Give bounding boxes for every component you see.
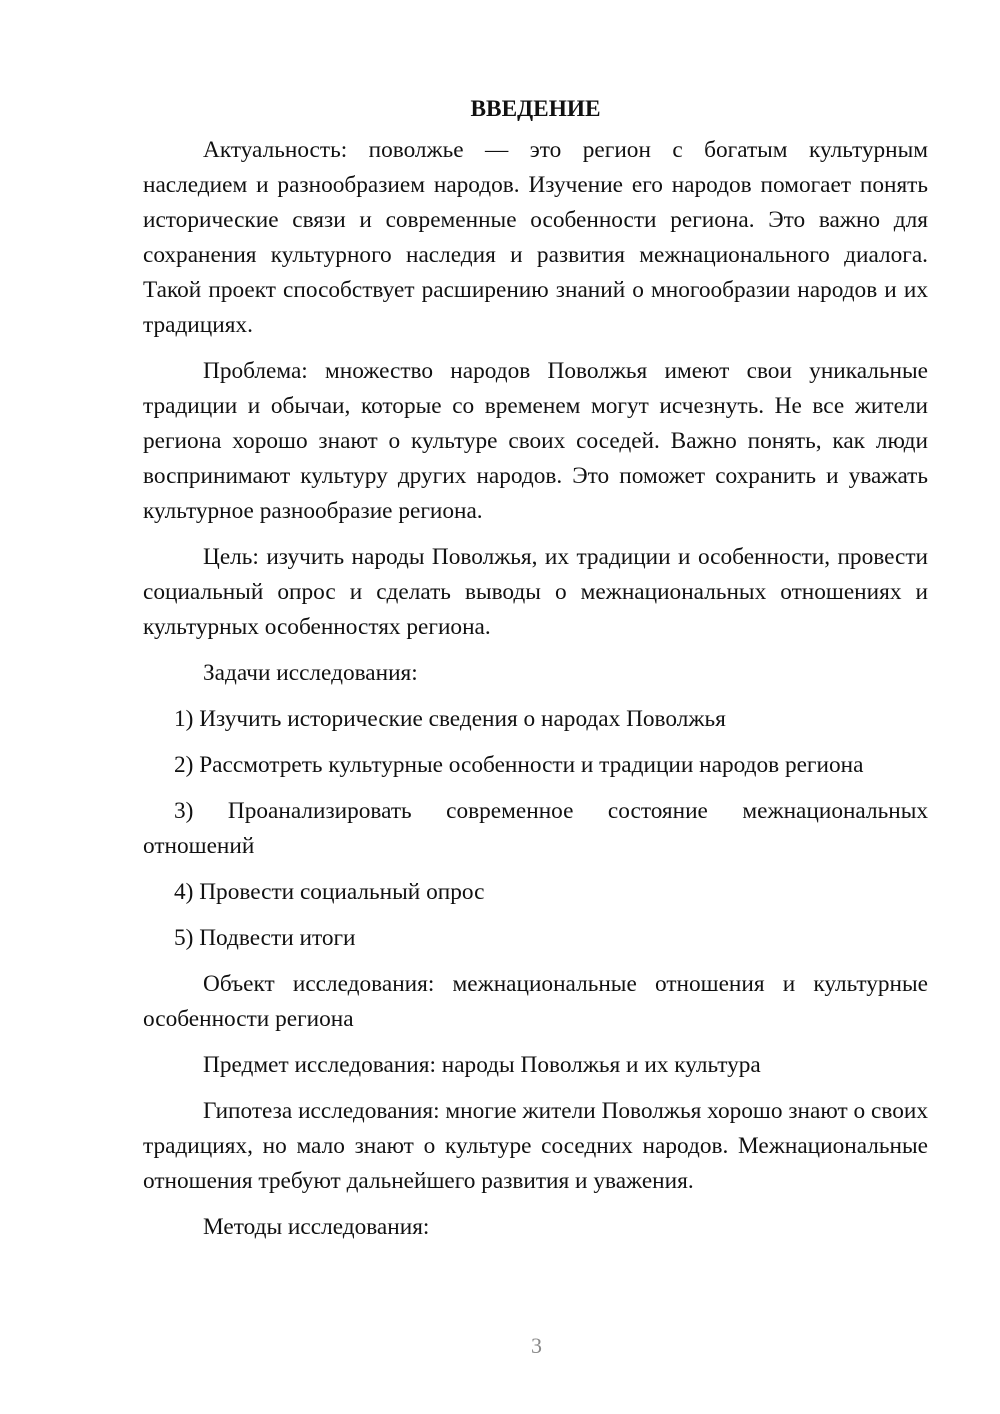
page-number: 3 <box>531 1333 542 1358</box>
methods-heading: Методы исследования: <box>203 1214 430 1240</box>
task-item: 5) Подвести итоги <box>174 925 356 951</box>
page-content <box>143 92 928 1256</box>
task-item: 3) Проанализировать современное состояние межнациональных отношений <box>143 798 928 859</box>
task-item: 2) Рассмотреть культурные особенности и традиции народов региона <box>174 752 864 778</box>
subject-paragraph: Предмет исследования: народы Поволжья и их культура <box>203 1052 761 1078</box>
goal-paragraph: Цель: изучить народы Поволжья, их традиции и особенности, провести социальный опрос и сделать выводы о межнациональных отношениях и культурных особенностях региона. <box>143 544 928 640</box>
task-item: 4) Провести социальный опрос <box>174 879 485 905</box>
hypothesis-paragraph: Гипотеза исследования: многие жители Поволжья хорошо знают о своих традициях, но мало знают о культуре соседних народов. Межнациональные отношения требуют дальнейшего развития и уважения. <box>143 1098 928 1194</box>
problem-paragraph: Проблема: множество народов Поволжья имеют свои уникальные традиции и обычаи, которые со временем могут исчезнуть. Не все жители региона хорошо знают о культуре своих соседей. Важно понять, как люди воспринимают культуру других народов. Это поможет сохранить и уважать культурное разнообразие региона. <box>143 358 928 524</box>
section-title: ВВЕДЕНИЕ <box>470 96 601 122</box>
object-paragraph: Объект исследования: межнациональные отношения и культурные особенности региона <box>143 971 928 1032</box>
task-item: 1) Изучить исторические сведения о народах Поволжья <box>174 706 726 732</box>
tasks-heading: Задачи исследования: <box>203 660 418 686</box>
relevance-paragraph: Актуальность: поволжье — это регион с богатым культурным наследием и разнообразием народов. Изучение его народов помогает понять исторические связи и современные особенности региона. Это важно для сохранения культурного наследия и развития межнационального диалога. Такой проект способствует расширению знаний о многообразии народов и их традициях. <box>143 137 928 338</box>
